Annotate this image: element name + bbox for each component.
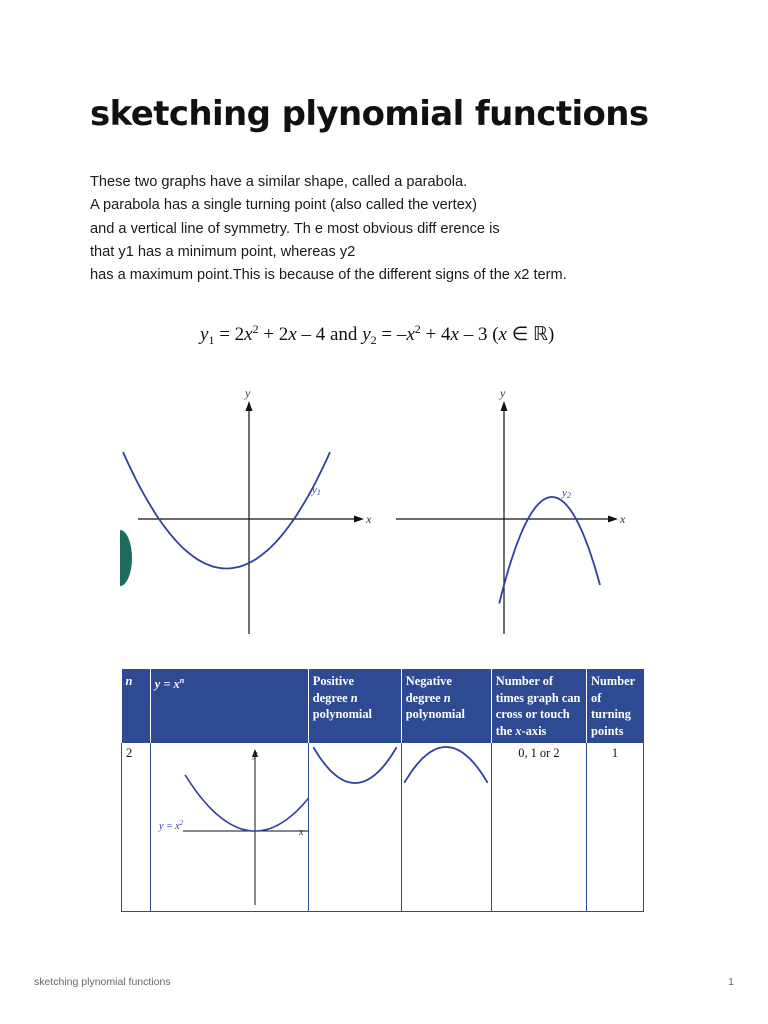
y1-label: y1 (312, 484, 321, 497)
header-crossings: Number of times graph can cross or touch the x-axis (491, 669, 586, 743)
intro-paragraph (90, 171, 710, 287)
header-turning: Number of turning points (587, 669, 644, 743)
downward-curve (404, 747, 487, 783)
x-squared-graph (151, 743, 308, 909)
cell-crossings: 0, 1 or 2 (491, 743, 586, 911)
y2-curve (499, 497, 600, 604)
polynomial-table (121, 669, 644, 912)
x-squared-curve (185, 775, 308, 831)
paragraph-line: These two graphs have a similar shape, called a parabola. (90, 174, 468, 190)
header-form: $y = x^n$ (150, 669, 308, 743)
cell-negative (401, 743, 491, 911)
paragraph-line: and a vertical line of symmetry. Th e most obvious diff erence is (90, 220, 500, 237)
page-title: sketching plynomial functions (90, 94, 649, 134)
negative-parabola-sketch (402, 743, 491, 803)
y1-curve (123, 452, 330, 568)
left-x-arrow (354, 516, 364, 523)
paragraph-line: has a maximum point.This is because of the different signs of the x2 term. (90, 267, 567, 284)
table-header-row (122, 669, 644, 743)
positive-parabola-sketch (309, 743, 401, 803)
cell-n: 2 (122, 743, 151, 911)
paragraph-line: A parabola has a single turning point (also called the vertex) (90, 197, 477, 214)
cell-graph (150, 743, 308, 911)
right-x-label: x (620, 512, 626, 526)
equation: $y_1 = 2x^2 + 2x - 4$ and $y_2 = -x^2 + 4x - 3$ (x ∈ ℝ) (200, 322, 555, 347)
upward-curve (313, 748, 396, 784)
cell-positive (308, 743, 401, 911)
cell-x-label: x (298, 827, 304, 839)
page-number: 1 (728, 976, 734, 988)
right-x-arrow (608, 516, 618, 523)
footer-title: sketching plynomial functions (34, 976, 171, 988)
cell-curve-label: $y = x^2$ (158, 819, 183, 833)
cell-turning: 1 (587, 743, 644, 911)
table-row (122, 743, 644, 911)
header-positive: Positive degree n polynomial (308, 669, 401, 743)
left-x-label: x (366, 512, 372, 526)
left-y-arrow (246, 401, 253, 411)
header-n: n (122, 669, 151, 743)
y2-label: y2 (562, 487, 571, 500)
left-y-label: y (245, 386, 251, 400)
parabola-graphs (120, 378, 648, 634)
cell-y-label: y (252, 749, 258, 761)
graphs-svg (120, 378, 648, 634)
decorative-shape (120, 530, 132, 586)
paragraph-line: that y1 has a minimum point, whereas y2 (90, 243, 356, 260)
header-negative: Negative degree n polynomial (401, 669, 491, 743)
right-y-arrow (501, 401, 508, 411)
right-y-label: y (500, 386, 506, 400)
